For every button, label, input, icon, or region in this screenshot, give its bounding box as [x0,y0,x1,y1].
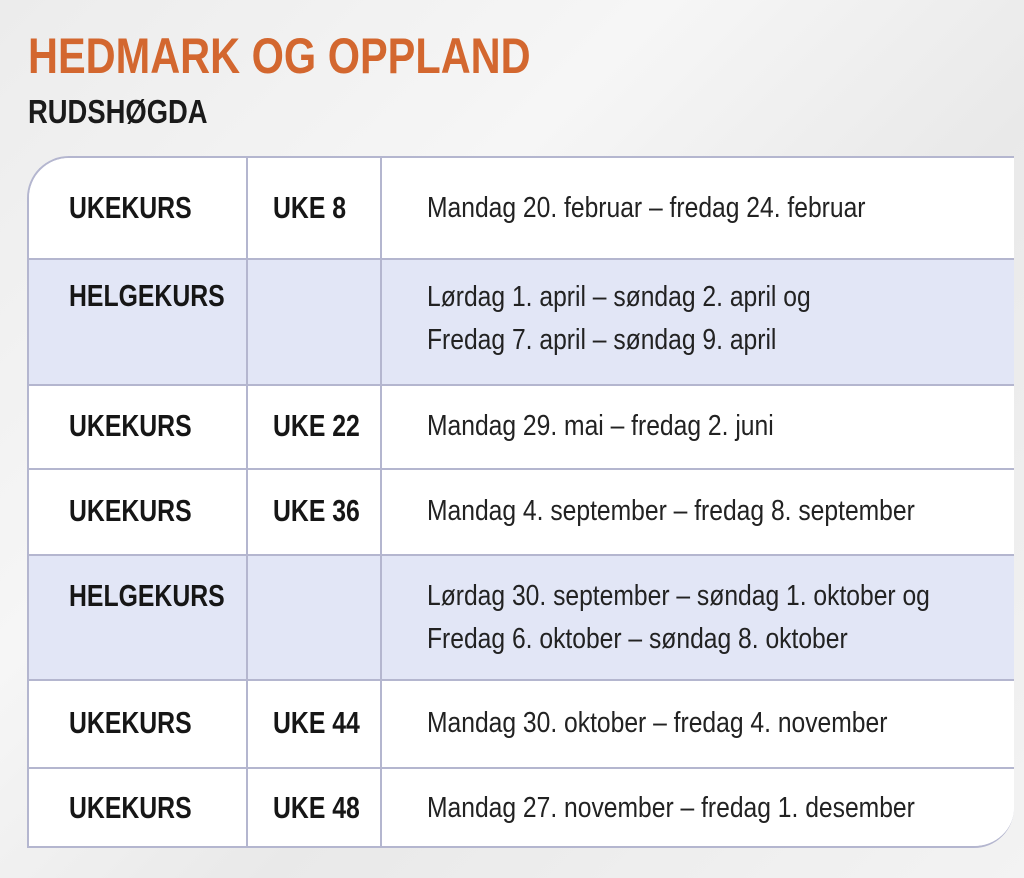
course-type: UKEKURS [69,705,192,740]
course-week: UKE 36 [273,493,360,528]
table-row [29,258,1014,384]
course-dates [427,702,887,745]
table-row [29,158,1014,258]
course-type: UKEKURS [69,190,192,225]
course-dates [427,787,915,830]
course-type: UKEKURS [69,493,192,528]
table-row [29,468,1014,554]
course-dates [427,405,774,448]
date-line: Fredag 7. april – søndag 9. april [427,324,777,356]
course-type: HELGEKURS [69,278,225,313]
date-line: Lørdag 1. april – søndag 2. april og [427,281,811,313]
course-dates [427,490,915,533]
course-dates [427,276,811,362]
date-line: Mandag 30. oktober – fredag 4. november [427,707,888,739]
date-line: Mandag 4. september – fredag 8. september [427,495,915,527]
course-dates [427,187,866,230]
date-line: Fredag 6. oktober – søndag 8. oktober [427,623,848,655]
course-type: HELGEKURS [69,578,225,613]
course-type: UKEKURS [69,790,192,825]
table-row [29,554,1014,679]
course-schedule-table [27,156,1014,848]
course-type: UKEKURS [69,408,192,443]
date-line: Mandag 20. februar – fredag 24. februar [427,192,866,224]
table-row [29,767,1014,848]
table-row [29,679,1014,767]
date-line: Mandag 27. november – fredag 1. desember [427,792,915,824]
location-subtitle: RUDSHØGDA [28,93,208,130]
page-title: HEDMARK OG OPPLAND [28,28,531,84]
course-week: UKE 22 [273,408,360,443]
course-week: UKE 48 [273,790,360,825]
date-line: Lørdag 30. september – søndag 1. oktober og [427,580,930,612]
table-row [29,384,1014,468]
course-dates [427,575,930,661]
date-line: Mandag 29. mai – fredag 2. juni [427,410,774,442]
course-week: UKE 44 [273,705,360,740]
course-week: UKE 8 [273,190,347,225]
